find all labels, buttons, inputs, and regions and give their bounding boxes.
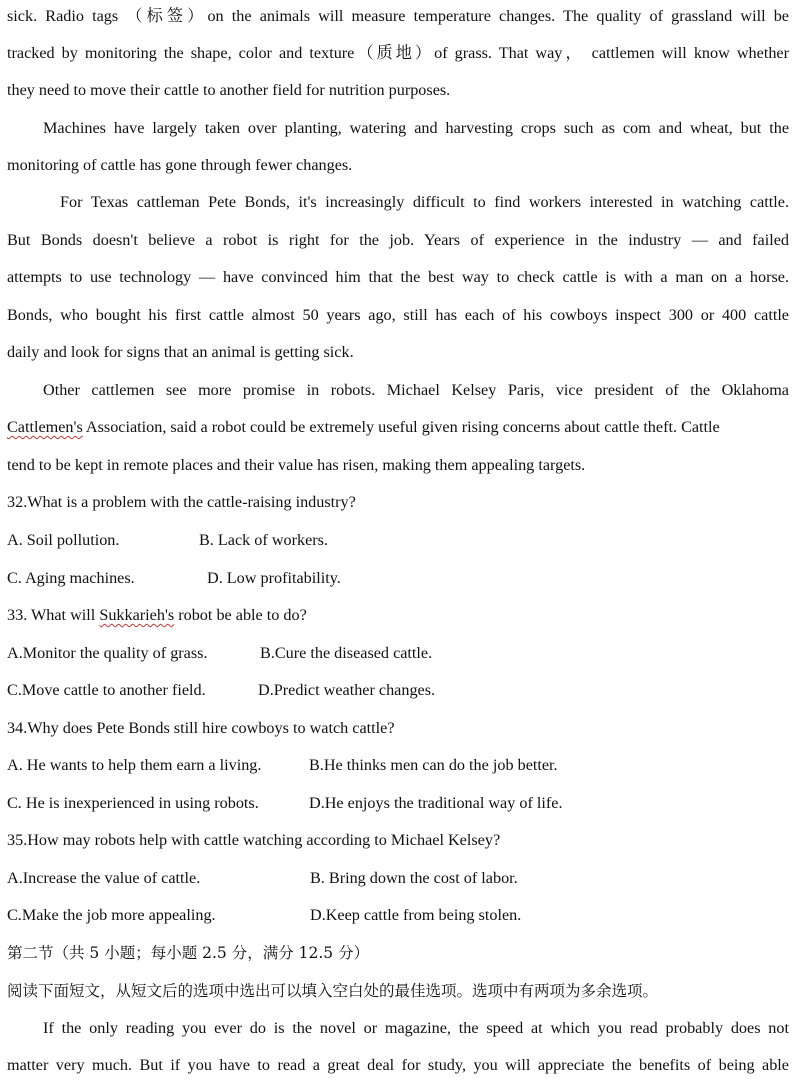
question-34-stem: 34.Why does Pete Bonds still hire cowboys to watch cattle? [7,719,395,737]
passage-line: But Bonds doesn't believe a robot is right for the job. Years of experience in the industry — and failed [7,231,789,249]
option-a: A.Monitor the quality of grass. [7,644,208,662]
stem-text: robot be able to do? [174,606,307,624]
question-32-stem: 32.What is a problem with the cattle-raising industry? [7,493,356,511]
passage-line: Bonds, who bought his first cattle almost 50 years ago, still has each of his cowboys inspect 300 or 400 cattle [7,306,789,324]
question-34-options-row2 [7,791,789,815]
passage-line: tend to be kept in remote places and their value has risen, making them appealing targets. [7,456,586,474]
passage-line: they need to move their cattle to another field for nutrition purposes. [7,81,451,99]
passage-line: daily and look for signs that an animal is getting sick. [7,343,354,361]
question-33-stem [7,603,307,627]
option-c: C.Move cattle to another field. [7,681,206,699]
section-heading: 第二节（共 5 小题；每小题 2.5 分，满分 12.5 分） [7,944,370,962]
option-b: B. Bring down the cost of labor. [310,869,518,887]
passage-line: Machines have largely taken over planting, watering and harvesting crops such as com and wheat, but the [43,119,789,137]
passage-line: sick. Radio tags （标签）on the animals will measure temperature changes. The quality of grassland will be [7,7,789,25]
passage-line [7,415,789,439]
option-d: D.He enjoys the traditional way of life. [309,794,563,812]
question-35-stem: 35.How may robots help with cattle watching according to Michael Kelsey? [7,831,501,849]
passage-line: If the only reading you ever do is the novel or magazine, the speed at which you read probably does not [43,1019,789,1037]
option-b: B.He thinks men can do the job better. [309,756,558,774]
option-d: D.Predict weather changes. [258,681,436,699]
question-34-options-row1 [7,753,789,777]
option-b: B. Lack of workers. [199,531,329,549]
option-c: C. He is inexperienced in using robots. [7,794,259,812]
passage-text: Association, said a robot could be extremely useful given rising concerns about cattle theft. Cattle [82,418,720,436]
question-35-options-row2 [7,903,789,927]
question-33-options-row2 [7,678,789,702]
passage-line: tracked by monitoring the shape, color and texture（质地）of grass. That way， cattlemen will know whether [7,44,789,62]
underlined-word: Cattlemen's [7,418,83,436]
underlined-word: Sukkarieh's [99,606,175,624]
question-35-options-row1 [7,866,789,890]
passage-line: For Texas cattleman Pete Bonds, it's increasingly difficult to find workers interested in watching cattle. [60,193,789,211]
section-instruction: 阅读下面短文，从短文后的选项中选出可以填入空白处的最佳选项。选项中有两项为多余选项。 [7,982,659,1000]
option-d: D.Keep cattle from being stolen. [310,906,522,924]
question-33-options-row1 [7,641,789,665]
passage-line: monitoring of cattle has gone through fewer changes. [7,156,353,174]
question-32-options-row1 [7,528,789,552]
option-a: A.Increase the value of cattle. [7,869,201,887]
stem-text: 33. What will [7,606,100,624]
passage-line: attempts to use technology — have convinced him that the best way to check cattle is with a man on a horse. [7,268,789,286]
option-b: B.Cure the diseased cattle. [260,644,433,662]
question-32-options-row2 [7,566,789,590]
passage-line: Other cattlemen see more promise in robots. Michael Kelsey Paris, vice president of the Oklahoma [43,381,789,399]
passage-line: matter very much. But if you have to read a great deal for study, you will appreciate the benefits of being able [7,1056,789,1074]
option-a: A. Soil pollution. [7,531,120,549]
option-c: C. Aging machines. [7,569,135,587]
option-c: C.Make the job more appealing. [7,906,216,924]
option-d: D. Low profitability. [207,569,341,587]
option-a: A. He wants to help them earn a living. [7,756,262,774]
